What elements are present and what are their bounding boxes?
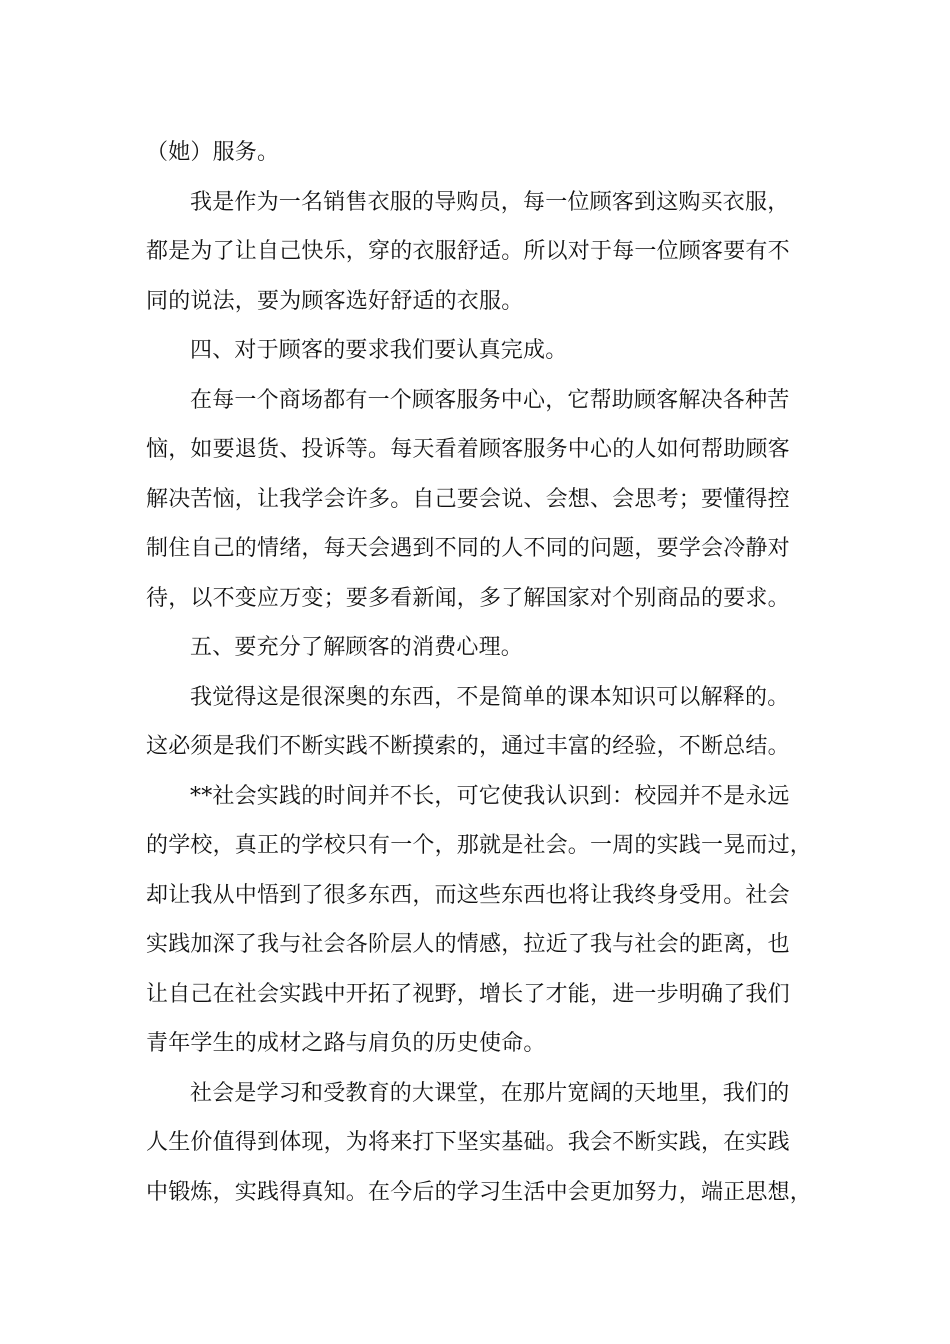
section-heading: 五、要充分了解顾客的消费心理。 [190,635,524,660]
text-line: 这必须是我们不断实践不断摸索的，通过丰富的经验，不断总结。 [146,734,790,759]
paragraph-first-line: 我是作为一名销售衣服的导购员，每一位顾客到这购买衣服， [190,189,790,215]
section-heading: 四、对于顾客的要求我们要认真完成。 [190,338,568,363]
text-line: 的学校，真正的学校只有一个，那就是社会。一周的实践一晃而过， [146,833,813,858]
paragraph-first-line: 我觉得这是很深奥的东西，不是简单的课本知识可以解释的。 [190,684,790,710]
text-line: 人生价值得到体现，为将来打下坚实基础。我会不断实践，在实践 [146,1130,790,1155]
text-line: 让自己在社会实践中开拓了视野，增长了才能，进一步明确了我们 [146,981,790,1007]
paragraph-first-line: **社会实践的时间并不长，可它使我认识到：校园并不是永远 [190,783,790,809]
text-line: 却让我从中悟到了很多东西，而这些东西也将让我终身受用。社会 [146,882,790,908]
text-line: 青年学生的成材之路与肩负的历史使命。 [146,1031,546,1056]
text-line: 中锻炼，实践得真知。在今后的学习生活中会更加努力，端正思想， [146,1179,813,1205]
paragraph-first-line: 在每一个商场都有一个顾客服务中心，它帮助顾客解决各种苦 [190,387,790,413]
text-line: 制住自己的情绪，每天会遇到不同的人不同的问题，要学会冷静对 [146,536,790,561]
text-line: 同的说法，要为顾客选好舒适的衣服。 [146,288,524,314]
paragraph-first-line: 社会是学习和受教育的大课堂，在那片宽阔的天地里，我们的 [190,1080,790,1106]
text-line: 待，以不变应万变；要多看新闻，多了解国家对个别商品的要求。 [146,585,790,611]
text-line: 解决苦恼，让我学会许多。自己要会说、会想、会思考；要懂得控 [146,486,790,512]
document-body [146,128,813,1217]
text-line: 实践加深了我与社会各阶层人的情感，拉近了我与社会的距离，也 [146,932,790,957]
text-line: 恼，如要退货、投诉等。每天看着顾客服务中心的人如何帮助顾客 [146,437,790,462]
text-line: （她）服务。 [146,140,280,165]
text-line: 都是为了让自己快乐，穿的衣服舒适。所以对于每一位顾客要有不 [146,239,790,264]
